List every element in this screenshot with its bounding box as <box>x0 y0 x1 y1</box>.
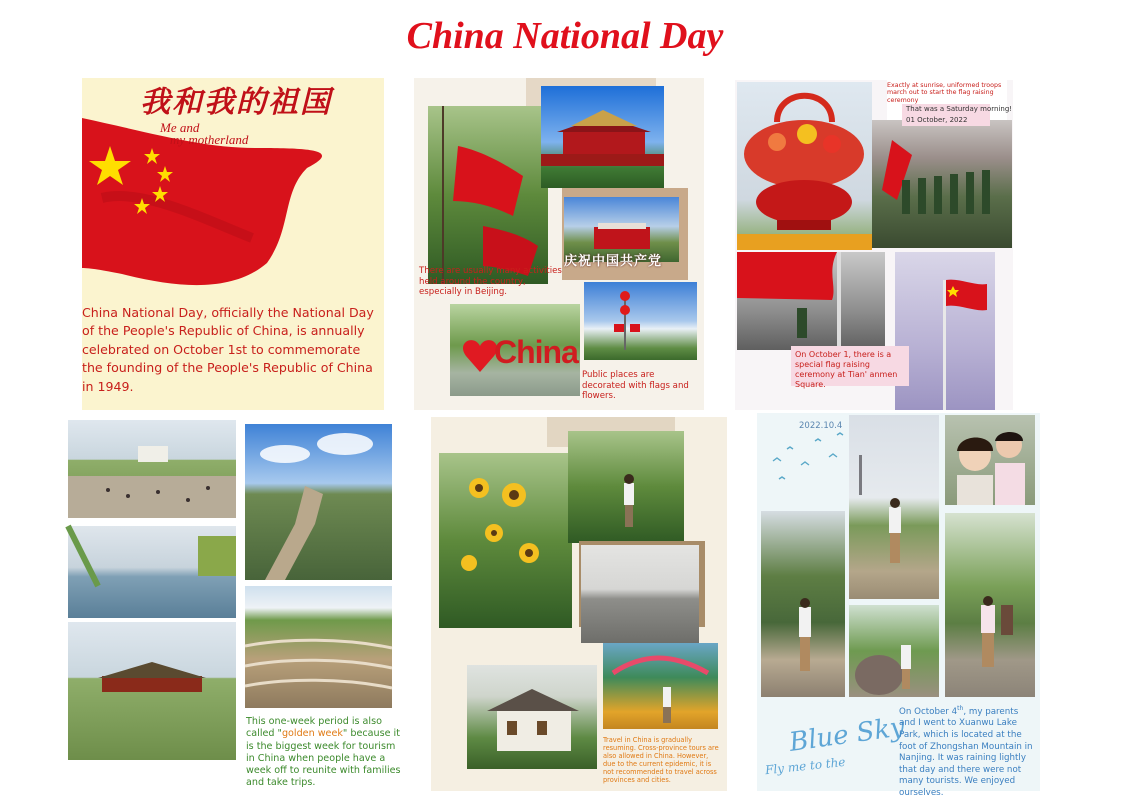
photo-flagpole <box>895 252 995 410</box>
photo-pavilion <box>467 665 597 769</box>
china-sign-text: China <box>494 334 578 370</box>
panel-xuanwu-lake <box>757 413 1040 799</box>
english-heading-2: my motherland <box>170 132 249 147</box>
page-title: China National Day <box>406 15 724 57</box>
photo-tiananmen <box>541 86 664 188</box>
caption-xuanwu-start: On October 4 <box>899 706 958 717</box>
caption-xuanwu-sup: th <box>957 705 964 712</box>
slogan-text: 庆祝中国共产党 <box>564 254 663 269</box>
photo-arms-open <box>945 513 1035 697</box>
photo-tower-lake <box>849 415 939 599</box>
photo-amphitheater <box>245 586 392 708</box>
blue-sky-text: Blue Sky <box>787 712 907 758</box>
panel-travel <box>431 417 727 791</box>
photo-mausoleum-plaza <box>68 420 236 518</box>
caption-ceremony: On October 1, there is a special flag raising ceremony at Tian' anmen Square. <box>795 350 898 389</box>
photo-gray-lake <box>581 545 699 643</box>
caption-xuanwu <box>899 703 1037 800</box>
photo-flags-trees <box>428 106 548 284</box>
photo-colorful-park <box>603 643 718 729</box>
photo-family-selfie <box>945 415 1035 505</box>
panel-intro <box>82 78 384 410</box>
intro-text: China National Day, officially the National Day of the People's Republic of China, is annually celebrated on October 1st to commemorate the founding of the People's Republic of China in 1949. <box>82 305 374 394</box>
photo-flower-basket <box>737 82 872 250</box>
photo-forest-man <box>568 431 684 543</box>
caption-activities: There are usually many activities held around the country, especially in Beijing. <box>419 266 562 298</box>
photo-sunflowers <box>439 453 572 628</box>
note-sunrise: Exactly at sunrise, uniformed troops march out to start the flag raising ceremony <box>887 82 1002 104</box>
caption-golden-week-start: This one-week period is also called " <box>246 716 382 740</box>
photo-date: 2022.10.4 <box>799 421 843 431</box>
fly-me-text: Fly me to the <box>764 754 847 778</box>
photo-lake-willow <box>68 526 236 618</box>
panel-flag-raising <box>735 80 1013 410</box>
photo-lanterns <box>584 282 697 360</box>
caption-xuanwu-end: , my parents and I went to Xuanwu Lake Park, which is located at the foot of Zhongshan Mountain in Nanjing. It was raining lightly that day and there were not many tourists. We enjoyed ourselves. <box>899 706 1033 799</box>
panel-activities <box>414 78 704 410</box>
panel-golden-week <box>68 420 406 792</box>
photo-riverside <box>761 511 845 697</box>
photo-soldier-flag <box>737 252 885 350</box>
caption-golden-week <box>246 716 402 790</box>
note-date: 01 October, 2022 <box>906 116 968 124</box>
english-heading-1: Me and <box>160 120 200 135</box>
photo-party-sign <box>564 197 679 262</box>
photo-troops <box>872 120 1012 248</box>
photo-rock-park <box>849 605 939 697</box>
note-saturday: That was a Saturday morning! <box>906 105 1013 113</box>
caption-travel: Travel in China is gradually resuming. Cross-province tours are also allowed in China. However, due to the current epidemic, it is not recommended to travel across provinces and cities. <box>603 736 719 784</box>
caption-public-places: Public places are decorated with flags and flowers. <box>582 370 689 402</box>
photo-temple-lawn <box>68 622 236 760</box>
caption-golden-week-end: " because it is the biggest week for tourism in China when people have a week off to reunite with families and take trips. <box>246 728 401 789</box>
golden-week-highlight: golden week <box>281 728 343 740</box>
chinese-heading: 我和我的祖国 <box>140 85 332 120</box>
photo-great-wall <box>245 424 392 580</box>
